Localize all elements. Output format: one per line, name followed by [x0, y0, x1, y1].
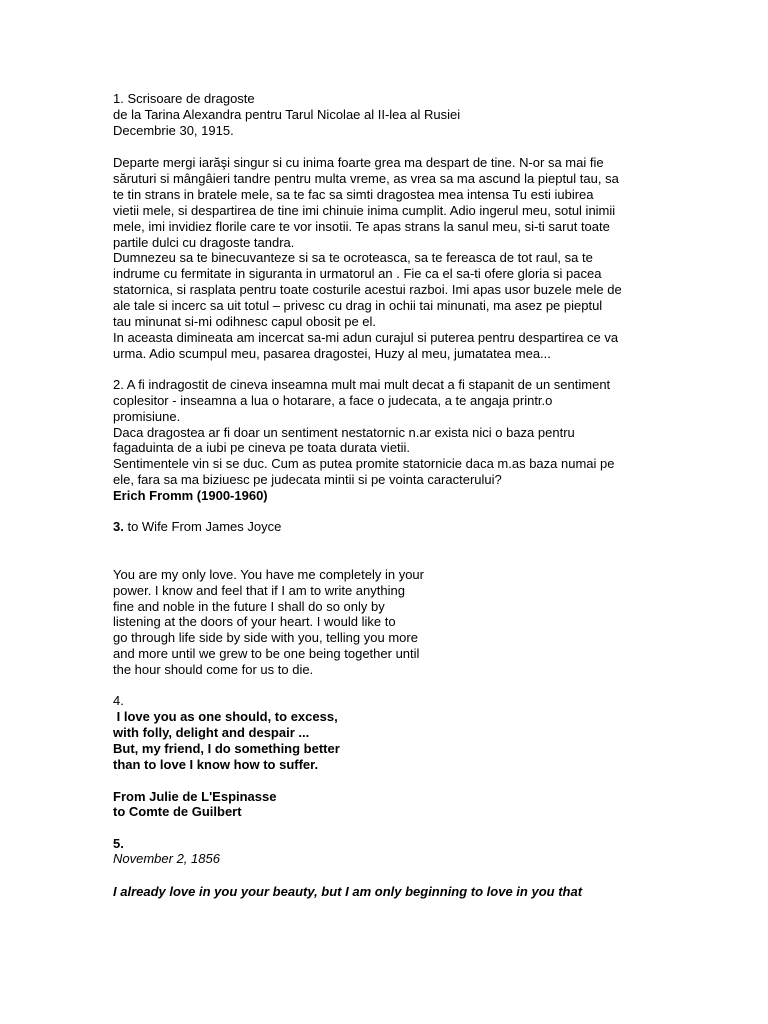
- letter-4-number: 4.: [113, 693, 124, 708]
- letter-2-author: Erich Fromm (1900-1960): [113, 488, 268, 503]
- letter-1-line: urma. Adio scumpul meu, pasarea dragostei, Huzy al meu, jumatatea mea...: [113, 346, 551, 361]
- letter-1-heading: 1. Scrisoare de dragoste: [113, 91, 255, 106]
- letter-2-line: ele, fara sa ma biziuesc pe judecata mintii si pe vointa caracterului?: [113, 472, 502, 487]
- letter-3-title: to Wife From James Joyce: [123, 519, 282, 534]
- letter-1-line: săruturi si mângâieri tandre pentru multa vreme, as vrea sa ma ascund la pieptul tau, sa: [113, 171, 619, 186]
- letter-3-line: fine and noble in the future I shall do so only by: [113, 599, 385, 614]
- letter-2-line: fagaduinta de a iubi pe cineva pe toata durata vietii.: [113, 440, 411, 455]
- letter-1-line: mele, imi invidiez florile care te vor insotii. Te apas strans la sanul meu, si-ti sarut toate: [113, 219, 610, 234]
- letter-4-from-line: From Julie de L'Espinasse: [113, 789, 277, 804]
- letter-1-line: In aceasta dimineata am incercat sa-mi adun curajul si puterea pentru despartirea ce va: [113, 330, 619, 345]
- letter-1-line: vietii mele, si despartirea de tine imi chinuie inima cumplit. Adio ingerul meu, sotul inimii: [113, 203, 616, 218]
- letter-5-date: November 2, 1856: [113, 851, 220, 866]
- letter-1-date: Decembrie 30, 1915.: [113, 123, 234, 138]
- letter-3-line: You are my only love. You have me completely in your: [113, 567, 424, 582]
- letter-3-line: the hour should come for us to die.: [113, 662, 314, 677]
- letter-1-subheading: de la Tarina Alexandra pentru Tarul Nicolae al II-lea al Rusiei: [113, 107, 461, 122]
- letter-2-line: promisiune.: [113, 409, 181, 424]
- letter-2-line: coplesitor - inseamna a lua o hotarare, a face o judecata, a te angaja printr.o: [113, 393, 553, 408]
- letter-4-line: I love you as one should, to excess,: [113, 709, 338, 724]
- letter-1-line: tau minunat si-mi odihnesc capul obosit pe el.: [113, 314, 377, 329]
- letter-3-line: power. I know and feel that if I am to write anything: [113, 583, 405, 598]
- letter-1-line: statornica, si rasplata pentru toate costurile acestui razboi. Imi apas usor buzele mele de: [113, 282, 622, 297]
- letter-1-line: te tin strans in bratele mele, sa te fac sa simti dragostea mea intensa Tu esti iubirea: [113, 187, 594, 202]
- letter-1-line: partile dulci cu dragoste tandra.: [113, 235, 295, 250]
- letter-4-line: with folly, delight and despair ...: [113, 725, 310, 740]
- letter-2-line: 2. A fi indragostit de cineva inseamna mult mai mult decat a fi stapanit de un sentiment: [113, 377, 611, 392]
- letter-3-line: listening at the doors of your heart. I would like to: [113, 614, 396, 629]
- letter-1-line: ale tale si incerc sa uit totul – privesc cu drag in ochii tai minunati, ma asez pe pieptul: [113, 298, 603, 313]
- letter-4-line: But, my friend, I do something better: [113, 741, 340, 756]
- letter-2-line: Sentimentele vin si se duc. Cum as putea promite statornicie daca m.as baza numai pe: [113, 456, 615, 471]
- letter-3-line: and more until we grew to be one being together until: [113, 646, 420, 661]
- letter-5-line: I already love in you your beauty, but I am only beginning to love in you that: [113, 884, 583, 899]
- letter-3-number: 3.: [113, 519, 124, 534]
- letter-5-number: 5.: [113, 836, 124, 851]
- letter-3-heading: [113, 519, 281, 535]
- letter-3-line: go through life side by side with you, telling you more: [113, 630, 418, 645]
- letter-1-line: Dumnezeu sa te binecuvanteze si sa te ocroteasca, sa te fereasca de tot raul, sa te: [113, 250, 593, 265]
- letter-1-line: indrume cu fermitate in siguranta in urmatorul an . Fie ca el sa-ti ofere gloria si pacea: [113, 266, 602, 281]
- letter-4-from-line: to Comte de Guilbert: [113, 804, 242, 819]
- letter-2-line: Daca dragostea ar fi doar un sentiment nestatornic n.ar exista nici o baza pentru: [113, 425, 575, 440]
- letter-1-line: Departe mergi iarăşi singur si cu inima foarte grea ma despart de tine. N-or sa mai fie: [113, 155, 604, 170]
- letter-4-line: than to love I know how to suffer.: [113, 757, 319, 772]
